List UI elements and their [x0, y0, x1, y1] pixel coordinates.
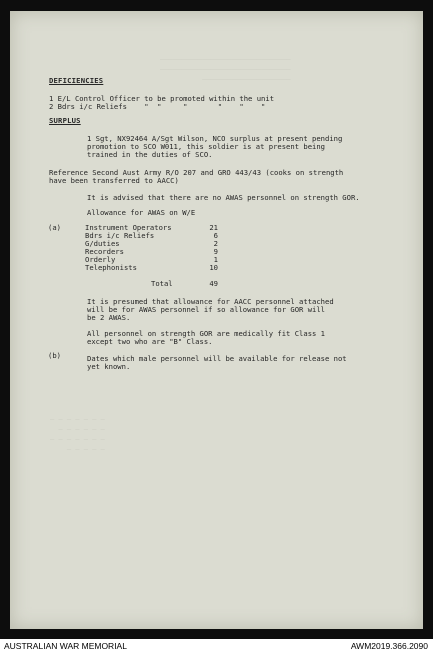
medical-line-1: All personnel on strength GOR are medically fit Class 1 [87, 329, 325, 338]
allowance-count: 21 [209, 223, 218, 232]
advice-line: It is advised that there are no AWAS personnel on strength GOR. [87, 193, 360, 202]
allowance-role: Bdrs i/c Reliefs [85, 231, 155, 240]
item-a-label: (a) [48, 223, 61, 232]
surplus-line-1: 1 Sgt, NX92464 A/Sgt Wilson, NCO surplus at present pending [87, 134, 343, 143]
allowance-count: 2 [213, 239, 218, 248]
heading-deficiencies: DEFICIENCIES [49, 76, 104, 85]
presumed-line-3: be 2 AWAS. [87, 313, 131, 322]
presumed-line-1: It is presumed that allowance for AACC personnel attached [87, 297, 334, 306]
footer-institution: AUSTRALIAN WAR MEMORIAL [4, 641, 127, 651]
reference-line-1: Reference Second Aust Army R/O 207 and GRO 443/43 (cooks on strength [49, 168, 344, 177]
surplus-line-2: promotion to SCO W011, this soldier is at present being [87, 142, 325, 151]
bleed-through-text-lower: _ _ _ _ _ _ _ _ _ _ _ _ _ _ _ _ _ _ _ _ _ _ _ _ _ [50, 412, 105, 450]
deficiency-line-1: 1 E/L Control Officer to be promoted within the unit [49, 94, 275, 103]
bleed-through-text: _______________________________ _______________________________ _____________________ [160, 52, 291, 80]
presumed-line-2: will be for AWAS personnel if so allowance for GOR will [87, 305, 325, 314]
dates-line-1: Dates which male personnel will be available for release not [87, 354, 347, 363]
footer-accession-number: AWM2019.366.2090 [350, 641, 428, 651]
reference-line-2: have been transferred to AACC) [49, 176, 179, 185]
allowance-count: 10 [209, 263, 218, 272]
medical-line-2: except two who are "B" Class. [87, 337, 213, 346]
dates-line-2: yet known. [87, 362, 131, 371]
allowance-count: 6 [213, 231, 218, 240]
allowance-role: Instrument Operators [85, 223, 172, 232]
allowance-role: Telephonists [85, 263, 137, 272]
allowance-role: Recorders [85, 247, 124, 256]
total-value: 49 [209, 279, 218, 288]
allowance-count: 1 [213, 255, 218, 264]
allowance-role: Orderly [85, 255, 116, 264]
document-page [10, 11, 423, 629]
document-body [10, 11, 423, 629]
deficiency-line-2: 2 Bdrs i/c Reliefs " " " " " " [49, 102, 266, 111]
item-b-label: (b) [48, 351, 61, 360]
allowance-count: 9 [213, 247, 218, 256]
total-label: Total [151, 279, 173, 288]
surplus-line-3: trained in the duties of SCO. [87, 150, 213, 159]
allowance-heading: Allowance for AWAS on W/E [87, 208, 196, 217]
allowance-role: G/duties [85, 239, 120, 248]
heading-surplus: SURPLUS [49, 116, 81, 125]
archive-footer [0, 639, 433, 653]
